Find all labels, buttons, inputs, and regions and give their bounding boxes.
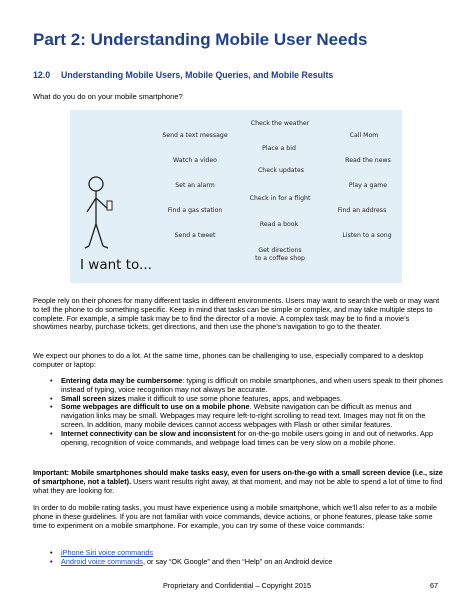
figure-item-place-bid: Place a bid <box>262 145 296 152</box>
figure-item-read-book: Read a book <box>259 221 299 228</box>
list-item-bold: Small screen sizes <box>61 393 126 403</box>
list-item-text: , or say “OK Google” and then “Help” on an Android device <box>142 556 333 566</box>
figure-item-check-updates: Check updates <box>257 167 305 174</box>
section-title-text: Understanding Mobile Users, Mobile Queries, and Mobile Results <box>61 70 334 80</box>
question-text: What do you do on your mobile smartphone? <box>33 92 183 101</box>
figure-item-send-text: Send a text message <box>162 132 228 139</box>
figure-item-get-directions <box>255 247 305 263</box>
challenges-list <box>33 377 443 447</box>
figure-item-set-alarm: Set an alarm <box>175 182 215 189</box>
figure-item-find-address: Find an address <box>337 207 387 214</box>
list-item-text: for on-the-go mobile users going in and out of networks. App opening, recognition of voice commands, and webpage load times can be very slow on a mobile phone. <box>61 428 433 447</box>
paragraph-expectations-text: We expect our phones to do a lot. At the same time, phones can be challenging to use, especially compared to a desktop computer or laptop: <box>33 351 424 369</box>
figure-item-check-in-flight: Check in for a flight <box>249 195 311 202</box>
voice-commands-list <box>33 549 332 567</box>
stick-figure-icon <box>82 174 122 256</box>
figure-item-find-gas: Find a gas station <box>167 207 223 214</box>
section-number: 12.0 <box>33 70 51 80</box>
list-item-bold: Internet connectivity can be slow and inconsistent <box>61 428 236 438</box>
figure-item-read-news: Read the news <box>345 157 391 164</box>
figure-item-get-directions-line2: to a coffee shop <box>255 255 305 262</box>
list-item <box>33 558 332 567</box>
paragraph-important <box>33 469 443 495</box>
page-number: 67 <box>430 581 439 590</box>
figure-item-send-tweet: Send a tweet <box>174 232 216 239</box>
important-bold: Important: Mobile smartphones should make tasks easy, even for users on-the-go with a small screen device (i.e., size of smartphone, not a tablet). <box>33 468 443 486</box>
android-voice-link[interactable]: Android voice commands <box>61 556 143 566</box>
figure-caption: I want to... <box>80 257 152 273</box>
section-title <box>33 70 333 80</box>
list-item-bold: Entering data may be cumbersome <box>61 376 183 385</box>
list-item <box>33 377 443 395</box>
iphone-siri-link[interactable]: iPhone Siri voice commands <box>61 548 154 557</box>
paragraph-intro-text: People rely on their phones for many different tasks in different environments. Users may want to search the web or may want to tell the phone to do something specific. Keep in mind that tasks can be simple or complex, and may take multiple steps to complete. For example, a simple task may be to find the director of a movie. A complex task may be to find a movie’s showtimes nearby, purchase tickets, get directions, and then use the phone’s navigation to go to the theater. <box>33 296 440 332</box>
part-title: Part 2: Understanding Mobile User Needs <box>33 30 368 49</box>
paragraph-rating-tasks-text: In order to do mobile rating tasks, you must have experience using a mobile smartphone, which we’ll also refer to as a mobile phone in these guidelines. If you are not familiar with voice commands, device actions, or phone features, please take some time to experiment on a mobile smartphone. For example, you can try some of these voice commands: <box>33 503 437 530</box>
important-rest: Users want results right away, at that moment, and may not be able to spend a lot of time to find what they are looking for. <box>33 476 443 495</box>
figure-item-play-game: Play a game <box>348 182 388 189</box>
paragraph-intro <box>33 297 443 332</box>
figure-item-listen-song: Listen to a song <box>342 232 392 239</box>
list-item-text: make it difficult to use some phone features, apps, and webpages. <box>125 393 342 403</box>
figure-item-call-mom: Call Mom <box>349 132 379 139</box>
figure-item-get-directions-line1: Get directions <box>258 247 302 254</box>
list-item <box>33 430 443 448</box>
i-want-to-figure <box>70 110 402 283</box>
list-item-text: . Website navigation can be difficult as menus and navigation links may be small. Webpages may require left-to-right scrolling to read text. Images may not fit on the screen. In addition, many mobile devices cannot access webpages with Flash or other similar features. <box>61 402 426 429</box>
footer-copyright: Proprietary and Confidential – Copyright 2015 <box>162 581 312 590</box>
list-item-bold: Some webpages are difficult to use on a mobile phone <box>61 402 250 412</box>
paragraph-rating-tasks <box>33 504 443 530</box>
list-item-text: : typing is difficult on mobile smartphones, and when users speak to their phones instead of typing, voice recognition may not always be accurate. <box>61 376 443 394</box>
figure-item-watch-video: Watch a video <box>173 157 217 164</box>
list-item <box>33 403 443 429</box>
paragraph-expectations <box>33 352 443 370</box>
paragraph-important-text <box>33 469 443 495</box>
figure-item-check-weather: Check the weather <box>250 120 310 127</box>
